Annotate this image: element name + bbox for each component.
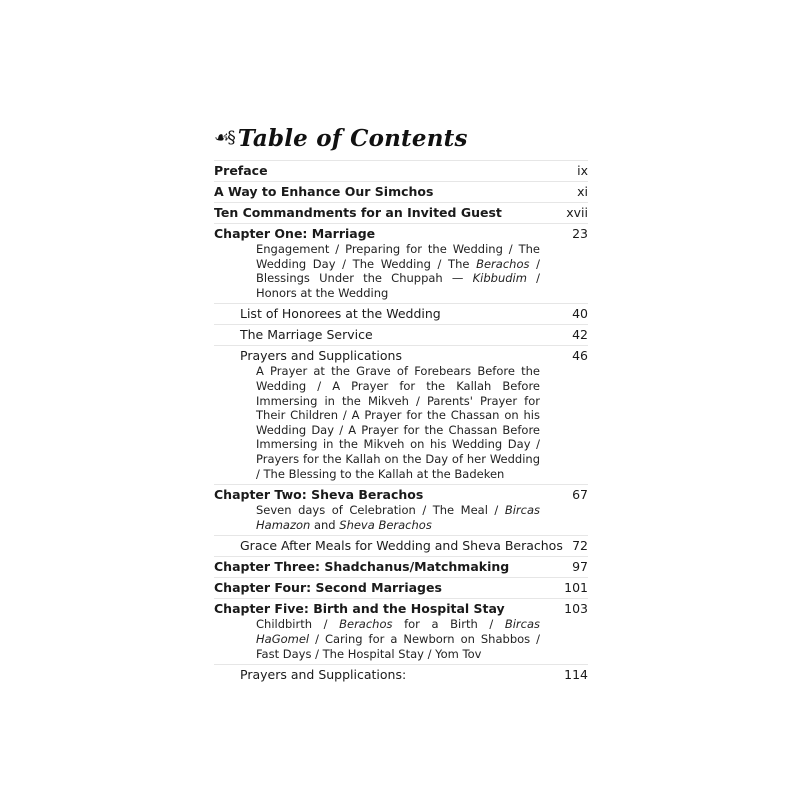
- toc-entry-chapter-three[interactable]: [214, 556, 588, 577]
- entry-page-number: ix: [577, 163, 588, 178]
- entry-label: Preface: [214, 163, 268, 178]
- entry-label: Chapter One: Marriage: [214, 226, 376, 241]
- entry-page-number: 101: [564, 580, 588, 596]
- page-title: Table of Contents: [237, 124, 468, 152]
- toc-entry-ten-commandments[interactable]: [214, 202, 588, 223]
- entry-label: The Marriage Service: [240, 327, 373, 343]
- entry-page-number: 72: [572, 538, 588, 554]
- entry-label: List of Honorees at the Wedding: [240, 306, 441, 322]
- toc-entry-grace-after-meals[interactable]: [214, 535, 588, 556]
- ornament-icon: ☙§: [214, 128, 234, 148]
- entry-page-number: xi: [577, 184, 588, 199]
- entry-page-number: xvii: [566, 205, 588, 220]
- entry-label: Chapter Four: Second Marriages: [214, 580, 442, 596]
- entry-page-number: 23: [572, 226, 588, 241]
- toc-entry-preface[interactable]: [214, 160, 588, 181]
- entry-page-number: 40: [572, 306, 588, 322]
- entry-label: A Way to Enhance Our Simchos: [214, 184, 434, 199]
- entry-description: Seven days of Celebration / The Meal / Bircas Hamazon and Sheva Berachos: [256, 503, 540, 532]
- entry-description: A Prayer at the Grave of Forebears Before the Wedding / A Prayer for the Kallah Before Immersing in the Mikveh / Parents' Prayer for Their Children / A Prayer for the Chassan on his Wedding Day / A Prayer for the Chassan Before Immersing in the Mikveh on his Wedding Day / Prayers for the Kallah on the Day of her Wedding / The Blessing to the Kallah at the Badeken: [256, 364, 540, 481]
- entry-label: Ten Commandments for an Invited Guest: [214, 205, 502, 220]
- entry-page-number: 46: [572, 348, 588, 364]
- entry-label: Prayers and Supplications:: [240, 667, 407, 683]
- table-of-contents-page: [214, 120, 588, 685]
- toc-entry-chapter-two[interactable]: [214, 484, 588, 535]
- toc-entry-enhance-simchos[interactable]: [214, 181, 588, 202]
- entry-page-number: 103: [564, 601, 588, 617]
- toc-entry-list-of-honorees[interactable]: [214, 303, 588, 324]
- entry-label: Grace After Meals for Wedding and Sheva Berachos: [240, 538, 563, 554]
- entry-label: Prayers and Supplications: [240, 348, 402, 364]
- entry-description: Childbirth / Berachos for a Birth / Bircas HaGomel / Caring for a Newborn on Shabbos / Fast Days / The Hospital Stay / Yom Tov: [256, 617, 541, 661]
- toc-entry-prayers-supplications[interactable]: [214, 345, 588, 484]
- entry-page-number: 114: [564, 667, 588, 683]
- toc-entry-chapter-five[interactable]: [214, 598, 588, 664]
- entry-label: Chapter Three: Shadchanus/Matchmaking: [214, 559, 510, 575]
- toc-entry-chapter-one[interactable]: [214, 223, 588, 303]
- entry-label: Chapter Two: Sheva Berachos: [214, 487, 424, 503]
- entry-page-number: 42: [572, 327, 588, 343]
- toc-entry-prayers-supplications-birth[interactable]: [214, 664, 588, 685]
- entry-description: Engagement / Preparing for the Wedding / The Wedding Day / The Wedding / The Berachos / Blessings Under the Chuppah — Kibbudim / Honors at the Wedding: [256, 242, 541, 300]
- toc-entry-chapter-four[interactable]: [214, 577, 588, 598]
- toc-header: [214, 120, 588, 156]
- entry-page-number: 67: [572, 487, 588, 503]
- entry-label: Chapter Five: Birth and the Hospital Stay: [214, 601, 505, 617]
- toc-entry-marriage-service[interactable]: [214, 324, 588, 345]
- entry-page-number: 97: [572, 559, 588, 575]
